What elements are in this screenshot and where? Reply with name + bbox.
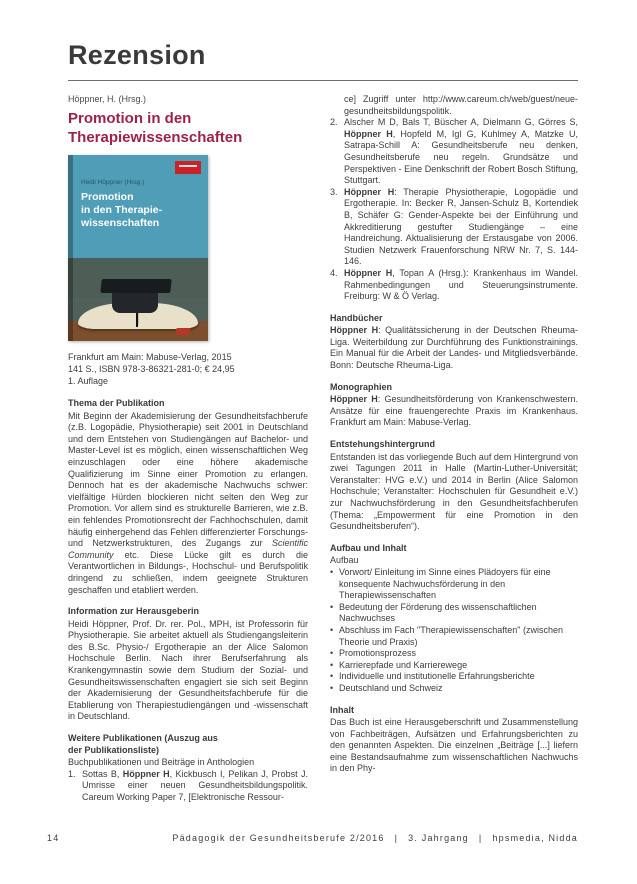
- cover-spine: [68, 155, 73, 341]
- footer-separator: |: [394, 833, 399, 843]
- cover-title-line: wissenschaften: [81, 217, 160, 229]
- bullet-item: • Promotionsprozess: [330, 648, 578, 660]
- journal-title: Pädagogik der Gesundheitsberufe 2/2016: [172, 833, 385, 843]
- entstehungshintergrund-paragraph: Entstanden ist das vorliegende Buch auf dem Hintergrund von zwei Tagungen 2011 in Halle (Martin-Luther-Universität; Veranstalter: HVG e.V.) und 2014 in Berlin (Alice Salomon Hochschule; Veranstalter: Hochschulen für Gesundheit e.V.) zur Nachwuchsförderung in den Gesundheitsfachberufen (Thema: „Empowerment für eine Promotion in den Gesundheitsberufen“).: [330, 451, 578, 532]
- bullet-item: • Karrierepfade und Karrierewege: [330, 660, 578, 672]
- bullet-item: • Vorwort/ Einleitung im Sinne eines Plädoyers für eine konsequente Nachwuchsförderung in den Therapiewissenschaften: [330, 567, 578, 602]
- bullet-item: • Deutschland und Schweiz: [330, 683, 578, 695]
- thema-paragraph: Mit Beginn der Akademisierung der Gesundheitsfachberufe (z.B. Logopädie, Physiotherapie) seit 2001 in Deutschland und dem Entstehen von Studiengängen auf Bachelor- und Master-Level ist es möglich, einen wissenschaftlichen Weg einzuschlagen oder eine höhere akademische Qualifizierung im Sinne einer Promotion zu erlangen. Dennoch hat es der akademische Nachwuchs schwer: vielfältige Hürden blockieren nicht selten den Weg zur Promotion. Vor allem sind es strukturelle Barrieren, wie z.B. ein fehlendes Promotionsrecht der Fachhochschulen, damit häufig einhergehend das Fehlen differenzierter Forschungs- und Netzwerkstrukturen, des Zugangs zur Scientific Community etc. Diese Lücke gilt es durch die Verantwortlichen in Bildungs-, Hochschul- und Berufspolitik dringend zu schließen, indem geeignete Strukturen geschaffen und etabliert werden.: [68, 410, 308, 595]
- page-title: Rezension: [68, 40, 206, 70]
- section-heading-thema: Thema der Publikation: [68, 398, 165, 408]
- cover-photo-graduation-cap: [68, 258, 208, 341]
- photo-red-detail: [176, 328, 190, 335]
- left-column: [68, 94, 308, 804]
- reference-item: [330, 117, 578, 187]
- reference-number: 4.: [330, 267, 338, 278]
- cover-author-line: Heidi Höppner (Hrsg.): [81, 179, 145, 186]
- reference-text: Sottas B, Höppner H, Kickbusch I, Pelikan J, Probst J. Umrisse einer neuen Gesundheitsbildungspolitik. Careum Working Paper 7, [Elektronische Ressour-: [82, 768, 308, 802]
- cover-title-line: in den Therapie-: [81, 204, 163, 216]
- book-cover-image: [68, 155, 208, 341]
- page-footer: [0, 833, 637, 843]
- reference-number: 2.: [330, 117, 338, 128]
- section-heading-monographien: Monographien: [330, 381, 392, 392]
- reference-continuation: ce] Zugriff unter http://www.careum.ch/web/guest/neue-gesundheitsbildungspolitik.: [344, 94, 578, 116]
- publication-info: [68, 351, 308, 387]
- reference-item: [330, 268, 578, 303]
- header-divider: [68, 80, 578, 81]
- publication-info-line: 1. Auflage: [68, 376, 109, 386]
- subheading-buchpublikationen: Buchpublikationen und Beiträge in Anthologien: [68, 757, 255, 768]
- bullet-item: • Individuelle und institutionelle Erfahrungsberichte: [330, 671, 578, 683]
- bullet-item: • Bedeutung der Förderung des wissenschaftlichen Nachwuchses: [330, 602, 578, 625]
- journal-publisher: hpsmedia, Nidda: [492, 833, 578, 843]
- reference-text: Höppner H, Topan A (Hrsg.): Krankenhaus im Wandel. Rahmenbedingungen und Steuerungsinstrumente. Freiburg: W & Ö Verlag.: [344, 267, 579, 302]
- right-column: [330, 94, 578, 804]
- cover-top-panel: [68, 155, 208, 258]
- aufbau-bullet-list: [330, 567, 578, 695]
- publication-info-line: Frankfurt am Main: Mabuse-Verlag, 2015: [68, 352, 232, 362]
- section-heading-handbuecher: Handbücher: [330, 312, 383, 323]
- two-column-layout: [68, 94, 578, 804]
- publication-info-line: 141 S., ISBN 978-3-86321-281-0; € 24,95: [68, 364, 235, 374]
- subheading-aufbau: Aufbau: [330, 555, 359, 566]
- section-heading-inhalt: Inhalt: [330, 704, 354, 715]
- book-title: Promotion in den Therapiewissenschaften: [68, 110, 243, 146]
- editor-line: Höppner, H. (Hrsg.): [68, 94, 147, 104]
- journal-volume: 3. Jahrgang: [408, 833, 469, 843]
- handbuecher-paragraph: Höppner H: Qualitätssicherung in der Deutschen Rheuma-Liga. Weiterbildung zur Durchführung des Funktionstrainings. Ein Manual für die Arbeit der Landes- und Mitgliedsverbände. Bonn: Deutsche Rheuma-Liga.: [330, 325, 579, 371]
- footer-separator: |: [478, 833, 483, 843]
- section-heading-herausgeberin: Information zur Herausgeberin: [68, 606, 200, 617]
- page-number: 14: [47, 833, 60, 843]
- reference-number: 3.: [330, 186, 338, 197]
- reference-item: [330, 187, 578, 268]
- journal-info: [172, 833, 578, 843]
- publisher-logo-icon: [175, 161, 201, 174]
- reference-item: [68, 769, 308, 804]
- bullet-item: • Abschluss im Fach "Therapiewissenschaften" (zwischen Theorie und Praxis): [330, 625, 578, 648]
- section-heading-weitere-publikationen: Weitere Publikationen (Auszug aus der Publikationsliste): [68, 733, 218, 755]
- reference-text: Höppner H: Therapie Physiotherapie, Logopädie und Ergotherapie. In: Becker R, Jansen-Schulz B, Kortendiek B, Schäfer G: Gender-Aspekte bei der Einführung und Akkreditierung gestufter Studiengänge – eine Handreichung. Aktualisierung der Erstausgabe von 2006. Studien Netzwerk Frauenforschung NRW Nr. 7, S. 144-146.: [344, 186, 579, 267]
- monographien-paragraph: Höppner H: Gesundheitsförderung von Krankenschwestern. Ansätze für eine frauengerechte Praxis im Krankenhaus. Frankfurt am Main: Mabuse-Verlag.: [330, 394, 578, 428]
- graduation-cap-board: [100, 279, 171, 293]
- section-heading-aufbau-und-inhalt: Aufbau und Inhalt: [330, 542, 407, 553]
- section-heading-entstehungshintergrund: Entstehungshintergrund: [330, 439, 435, 450]
- reference-number: 1.: [68, 768, 76, 779]
- reference-text: Alscher M D, Bals T, Büscher A, Dielmann G, Görres S, Höppner H, Hopfeld M, Igl G, Kuhlmey A, Matzke U, Satrapa-Schill A: Gesundheitsberufe neu denken, Gesundheitsberufe neu regeln. Grundsätze und Perspektiven - Eine Denkschrift der Robert Bosch Stiftung, Stuttgart.: [344, 117, 579, 186]
- inhalt-paragraph: Das Buch ist eine Herausgeberschrift und Zusammenstellung von Fachbeiträgen, Aufsätzen und Erfahrungsberichten zu den genannten Aspekten. Die einzelnen „Beiträge [...] liefern eine Bestandsaufnahme zum wissenschaftlichen Nachwuchs in den Phy-: [330, 717, 578, 774]
- cover-title-line: Promotion: [81, 191, 134, 203]
- herausgeberin-paragraph: Heidi Höppner, Prof. Dr. rer. Pol., MPH, ist Professorin für Physiotherapie. Sie arbeitet aktuell als Studiengangsleiterin des B.Sc. Physio-/ Ergotherapie an der Alice Salomon Hochschule Berlin. Nach ihrer Berufserfahrung als Krankengymnastin sowie dem Studium der Sozial- und Gesundheitswissenschaften engagiert sie sich seit Beginn der Akademisierung der Gesundheitsfachberufe für die Etablierung von Therapiestudiengängen und -wissenschaft in Deutschland.: [68, 618, 308, 722]
